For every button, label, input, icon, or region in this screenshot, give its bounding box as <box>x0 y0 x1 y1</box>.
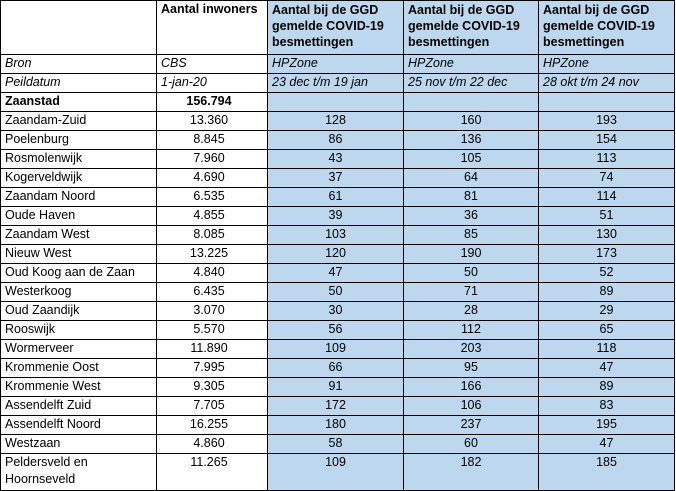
inwoners-cell: 7.705 <box>157 397 268 416</box>
table-row <box>1 150 675 169</box>
period-1-cell: 43 <box>268 150 404 169</box>
period-1-cell: 172 <box>268 397 404 416</box>
table-row <box>1 359 675 378</box>
area-name: Rooswijk <box>1 321 157 340</box>
inwoners-cell: 4.840 <box>157 264 268 283</box>
bron-period-3: HPZone <box>539 55 675 74</box>
period-2-cell: 81 <box>404 188 539 207</box>
period-3-cell: 154 <box>539 131 675 150</box>
inwoners-cell: 4.855 <box>157 207 268 226</box>
inwoners-cell: 13.225 <box>157 245 268 264</box>
period-2-cell: 166 <box>404 378 539 397</box>
period-1-cell: 91 <box>268 378 404 397</box>
period-2-cell: 85 <box>404 226 539 245</box>
peildatum-period-1: 23 dec t/m 19 jan <box>268 74 404 93</box>
peildatum-period-3: 28 okt t/m 24 nov <box>539 74 675 93</box>
period-3-cell: 130 <box>539 226 675 245</box>
area-name: Rosmolenwijk <box>1 150 157 169</box>
area-name: Zaandam-Zuid <box>1 112 157 131</box>
area-name: Kogerveldwijk <box>1 169 157 188</box>
total-row <box>1 93 675 112</box>
table-row <box>1 188 675 207</box>
inwoners-cell: 4.690 <box>157 169 268 188</box>
area-name: Assendelft Noord <box>1 416 157 435</box>
period-1-cell: 120 <box>268 245 404 264</box>
table-row <box>1 283 675 302</box>
bron-label: Bron <box>1 55 157 74</box>
period-2-cell: 106 <box>404 397 539 416</box>
peildatum-period-2: 25 nov t/m 22 dec <box>404 74 539 93</box>
period-3-cell: 89 <box>539 378 675 397</box>
area-name: Oud Koog aan de Zaan <box>1 264 157 283</box>
period-2-cell: 105 <box>404 150 539 169</box>
period-2-cell: 36 <box>404 207 539 226</box>
inwoners-cell: 6.535 <box>157 188 268 207</box>
area-name: Oude Haven <box>1 207 157 226</box>
period-3-cell: 52 <box>539 264 675 283</box>
area-name: Peldersveld en Hoornseveld <box>1 454 157 491</box>
period-3-cell: 185 <box>539 454 675 491</box>
table-row <box>1 169 675 188</box>
bron-period-1: HPZone <box>268 55 404 74</box>
header-period-3: Aantal bij de GGD gemelde COVID-19 besmettingen <box>539 1 675 55</box>
table-row <box>1 340 675 359</box>
period-1-cell: 86 <box>268 131 404 150</box>
period-2-cell: 190 <box>404 245 539 264</box>
inwoners-cell: 8.085 <box>157 226 268 245</box>
period-2-cell: 237 <box>404 416 539 435</box>
period-2-cell: 203 <box>404 340 539 359</box>
area-name: Zaandam Noord <box>1 188 157 207</box>
period-1-cell: 39 <box>268 207 404 226</box>
inwoners-cell: 16.255 <box>157 416 268 435</box>
period-1-cell: 56 <box>268 321 404 340</box>
inwoners-cell: 13.360 <box>157 112 268 131</box>
inwoners-cell: 5.570 <box>157 321 268 340</box>
inwoners-cell: 6.435 <box>157 283 268 302</box>
table-row <box>1 435 675 454</box>
table-row <box>1 416 675 435</box>
area-name: Poelenburg <box>1 131 157 150</box>
period-2-cell: 50 <box>404 264 539 283</box>
inwoners-cell: 11.265 <box>157 454 268 491</box>
period-3-cell: 74 <box>539 169 675 188</box>
period-1-cell: 50 <box>268 283 404 302</box>
table-row <box>1 302 675 321</box>
area-name: Krommenie West <box>1 378 157 397</box>
peildatum-row <box>1 74 675 93</box>
period-2-cell: 160 <box>404 112 539 131</box>
total-name: Zaanstad <box>1 93 157 112</box>
header-area <box>1 1 157 55</box>
inwoners-cell: 11.890 <box>157 340 268 359</box>
period-3-cell: 65 <box>539 321 675 340</box>
area-name: Assendelft Zuid <box>1 397 157 416</box>
inwoners-cell: 4.860 <box>157 435 268 454</box>
inwoners-cell: 7.960 <box>157 150 268 169</box>
header-period-2: Aantal bij de GGD gemelde COVID-19 besmettingen <box>404 1 539 55</box>
period-1-cell: 37 <box>268 169 404 188</box>
period-2-cell: 136 <box>404 131 539 150</box>
period-3-cell: 114 <box>539 188 675 207</box>
period-1-cell: 103 <box>268 226 404 245</box>
period-3-cell: 83 <box>539 397 675 416</box>
area-name: Zaandam West <box>1 226 157 245</box>
period-2-cell: 64 <box>404 169 539 188</box>
area-name: Westerkoog <box>1 283 157 302</box>
period-3-cell: 29 <box>539 302 675 321</box>
period-2-cell: 60 <box>404 435 539 454</box>
header-period-1: Aantal bij de GGD gemelde COVID-19 besmettingen <box>268 1 404 55</box>
period-3-cell: 173 <box>539 245 675 264</box>
period-3-cell: 47 <box>539 359 675 378</box>
total-period-3 <box>539 93 675 112</box>
period-2-cell: 95 <box>404 359 539 378</box>
bron-period-2: HPZone <box>404 55 539 74</box>
table-row <box>1 131 675 150</box>
inwoners-cell: 7.995 <box>157 359 268 378</box>
inwoners-cell: 9.305 <box>157 378 268 397</box>
table-row <box>1 245 675 264</box>
table-row <box>1 226 675 245</box>
total-period-2 <box>404 93 539 112</box>
period-3-cell: 113 <box>539 150 675 169</box>
period-3-cell: 118 <box>539 340 675 359</box>
total-period-1 <box>268 93 404 112</box>
period-2-cell: 28 <box>404 302 539 321</box>
period-3-cell: 51 <box>539 207 675 226</box>
area-name: Wormerveer <box>1 340 157 359</box>
peildatum-label: Peildatum <box>1 74 157 93</box>
table-row <box>1 264 675 283</box>
period-1-cell: 47 <box>268 264 404 283</box>
table-row <box>1 397 675 416</box>
header-row <box>1 1 675 55</box>
area-name: Westzaan <box>1 435 157 454</box>
period-1-cell: 58 <box>268 435 404 454</box>
period-3-cell: 89 <box>539 283 675 302</box>
header-inwoners: Aantal inwoners <box>157 1 268 55</box>
total-inwoners: 156.794 <box>157 93 268 112</box>
period-2-cell: 71 <box>404 283 539 302</box>
period-1-cell: 66 <box>268 359 404 378</box>
period-1-cell: 109 <box>268 454 404 491</box>
table-row <box>1 207 675 226</box>
period-3-cell: 47 <box>539 435 675 454</box>
peildatum-inwoners: 1-jan-20 <box>157 74 268 93</box>
period-1-cell: 128 <box>268 112 404 131</box>
table-row <box>1 378 675 397</box>
inwoners-cell: 3.070 <box>157 302 268 321</box>
table-row <box>1 321 675 340</box>
period-1-cell: 109 <box>268 340 404 359</box>
period-3-cell: 193 <box>539 112 675 131</box>
period-1-cell: 180 <box>268 416 404 435</box>
table-row <box>1 112 675 131</box>
area-name: Oud Zaandijk <box>1 302 157 321</box>
inwoners-cell: 8.845 <box>157 131 268 150</box>
area-name: Nieuw West <box>1 245 157 264</box>
area-name: Krommenie Oost <box>1 359 157 378</box>
bron-row <box>1 55 675 74</box>
period-1-cell: 30 <box>268 302 404 321</box>
period-2-cell: 112 <box>404 321 539 340</box>
period-3-cell: 195 <box>539 416 675 435</box>
bron-inwoners: CBS <box>157 55 268 74</box>
period-1-cell: 61 <box>268 188 404 207</box>
period-2-cell: 182 <box>404 454 539 491</box>
